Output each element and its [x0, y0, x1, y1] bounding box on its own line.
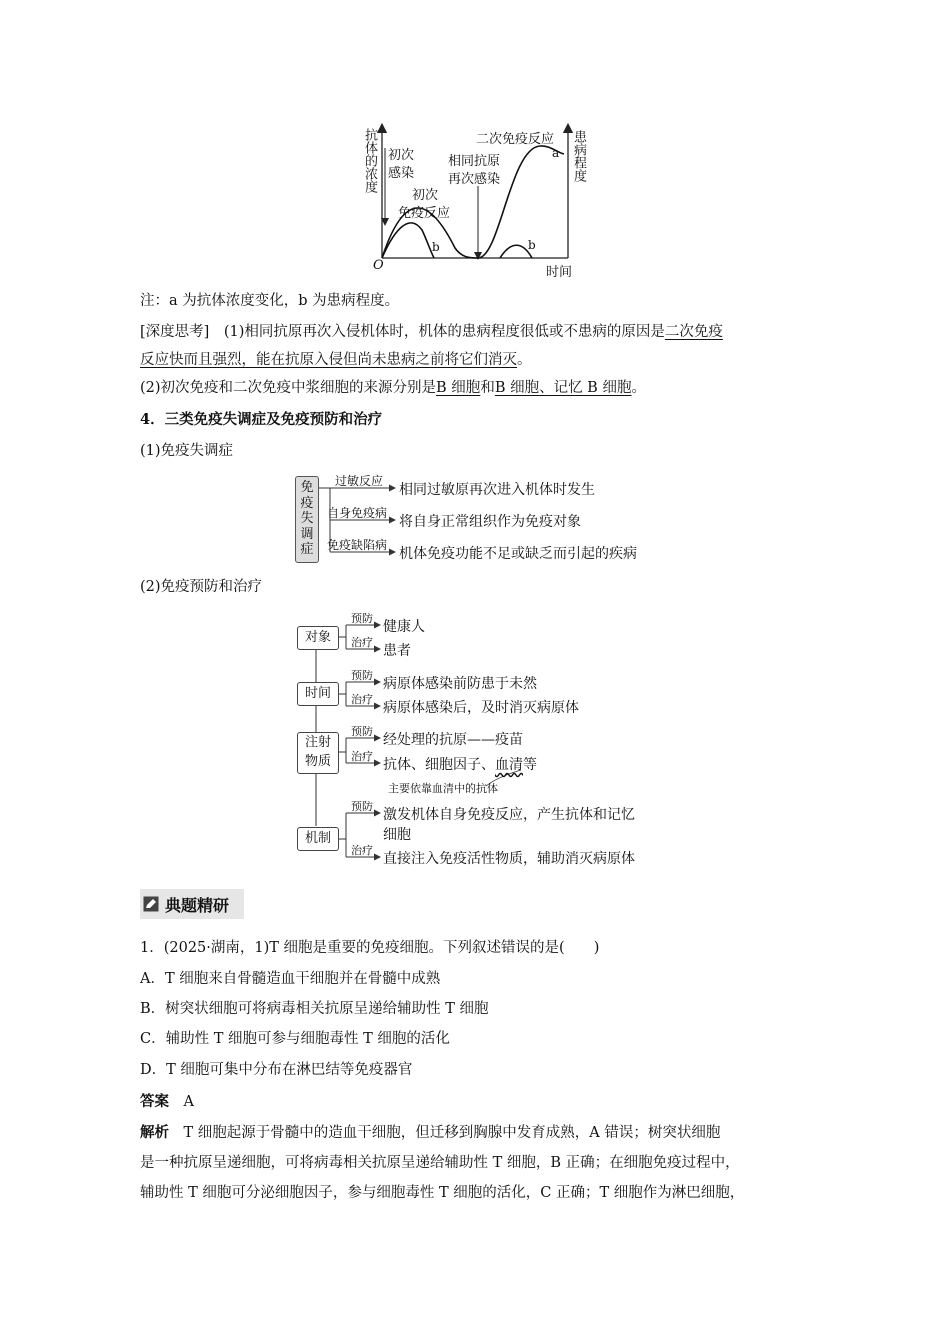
prevention-group-3-name-2: 物质 [304, 754, 331, 769]
first-infection-label-2: 感染 [388, 166, 415, 181]
disorder-type-1: 过敏反应 [335, 474, 384, 488]
group-3-treat [383, 754, 537, 774]
secondary-response-label: 二次免疫反应 [476, 132, 555, 147]
analysis-line-2: 是一种抗原呈递细胞，可将病毒相关抗原呈递给辅助性 T 细胞，B 正确；在细胞免疫过程中， [140, 1155, 740, 1171]
analysis-line-3: 辅助性 T 细胞可分泌细胞因子，参与细胞毒性 T 细胞的活化，C 正确；T 细胞作为淋巴细胞， [140, 1185, 745, 1201]
group-3-treat-prefix: 抗体、细胞因子、 [383, 757, 495, 773]
disorder-desc-2: 将自身正常组织作为免疫对象 [399, 514, 581, 530]
serum-note: 主要依靠血清中的抗体 [388, 782, 498, 795]
group-1-treat: 患者 [383, 643, 411, 659]
first-response-label-2: 免疫反应 [398, 206, 451, 221]
group-1-prevent: 健康人 [383, 619, 425, 635]
section-4-title: 4．三类免疫失调症及免疫预防和治疗 [140, 411, 383, 428]
disorder-type-3: 免疫缺陷病 [327, 538, 388, 552]
x-label: 时间 [546, 265, 573, 280]
label-prevent: 预防 [351, 612, 373, 625]
analysis-text-1: T 细胞起源于骨髓中的造血干细胞，但迁移到胸腺中发育成熟，A 错误；树突状细胞 [183, 1125, 721, 1141]
analysis-line-1 [140, 1123, 720, 1143]
deep-think-q2-end: 。 [631, 380, 646, 396]
disorder-tree [295, 472, 665, 564]
deep-think-q1-answer-1: 二次免疫 [664, 324, 723, 340]
answer-label: 答案 [140, 1093, 169, 1110]
deep-think-q1-end: 。 [517, 352, 532, 368]
disorder-type-2: 自身免疫病 [327, 506, 388, 520]
section-4-sub-1: (1)免疫失调症 [140, 443, 234, 459]
label-prevent: 预防 [351, 800, 373, 813]
prevention-group-3-box [297, 732, 339, 774]
label-b-2: b [528, 238, 536, 252]
deep-think-line-1 [140, 322, 723, 342]
deep-think-q2: (2)初次免疫和二次免疫中浆细胞的来源分别是 [140, 380, 437, 396]
group-2-prevent: 病原体感染前防患于未然 [383, 676, 537, 692]
label-prevent: 预防 [351, 669, 373, 682]
disorder-root-char: 症 [300, 542, 314, 557]
answer-line [140, 1092, 194, 1112]
curve-b-first [382, 223, 434, 258]
deep-think-tag: [深度思考] [140, 324, 210, 340]
group-2-treat: 病原体感染后，及时消灭病原体 [383, 700, 579, 716]
group-3-prevent: 经处理的抗原——疫苗 [383, 732, 523, 748]
deep-think-q1: (1)相同抗原再次入侵机体时，机体的患病程度很低或不患病的原因是 [223, 324, 665, 340]
label-prevent: 预防 [351, 725, 373, 738]
prevention-group-1-box: 对象 [297, 626, 339, 650]
disorder-desc-3: 机体免疫功能不足或缺乏而引起的疾病 [399, 546, 637, 562]
group-3-treat-suffix: 等 [523, 757, 537, 773]
deep-think-line-2 [140, 350, 532, 370]
group-3-treat-serum: 血清 [495, 757, 523, 773]
question-option-a: A．T 细胞来自骨髓造血干细胞并在骨髓中成熟 [140, 971, 441, 987]
section-header-title: 典题精研 [165, 896, 230, 915]
group-4-treat: 直接注入免疫活性物质，辅助消灭病原体 [383, 851, 635, 867]
first-response-label-1: 初次 [412, 188, 439, 203]
analysis-label: 解析 [140, 1124, 169, 1141]
deep-think-line-3 [140, 378, 646, 398]
y-right-label: 患病程度 [571, 130, 586, 182]
label-treat: 治疗 [351, 750, 373, 763]
group-4-prevent-2: 细胞 [383, 827, 411, 843]
deep-think-q2-answer-1: B 细胞 [436, 380, 481, 396]
question-stem: 1．(2025·湖南，1)T 细胞是重要的免疫细胞。下列叙述错误的是( ) [140, 940, 600, 956]
disorder-root-char: 调 [300, 526, 314, 542]
question-option-b: B．树突状细胞可将病毒相关抗原呈递给辅助性 T 细胞 [140, 1001, 489, 1017]
graph-note: 注：a 为抗体浓度变化，b 为患病程度。 [140, 293, 400, 309]
group-4-prevent-1: 激发机体自身免疫反应，产生抗体和记忆 [383, 807, 635, 823]
origin-label: O [373, 258, 384, 273]
disorder-root-char: 疫 [300, 495, 314, 511]
disorder-root-char: 失 [300, 511, 314, 526]
disorder-root-char: 免 [300, 480, 314, 495]
reinfection-label-2: 再次感染 [448, 172, 501, 187]
disorder-desc-1: 相同过敏原再次进入机体时发生 [399, 482, 595, 498]
label-a: a [552, 146, 560, 160]
y-left-label: 抗体的浓度 [362, 128, 377, 193]
prevention-tree [296, 608, 656, 870]
deep-think-q2-mid: 和 [480, 380, 495, 396]
immune-response-graph [360, 118, 600, 283]
deep-think-q2-answer-2: B 细胞、记忆 B 细胞 [494, 380, 632, 396]
question-option-d: D．T 细胞可集中分布在淋巴结等免疫器官 [140, 1062, 413, 1078]
label-treat: 治疗 [351, 844, 373, 857]
prevention-group-3-name-1: 注射 [304, 735, 331, 750]
answer-value: A [183, 1094, 194, 1110]
deep-think-q1-answer-2: 反应快而且强烈，能在抗原入侵但尚未患病之前将它们消灭 [140, 352, 517, 368]
label-treat: 治疗 [351, 636, 373, 649]
section-4-sub-2: (2)免疫预防和治疗 [140, 579, 263, 595]
prevention-group-4-box: 机制 [297, 827, 339, 851]
label-b-1: b [432, 240, 440, 254]
first-infection-label-1: 初次 [388, 148, 415, 163]
label-treat: 治疗 [351, 693, 373, 706]
question-option-c: C．辅助性 T 细胞可参与细胞毒性 T 细胞的活化 [140, 1031, 450, 1047]
prevention-group-2-box: 时间 [297, 682, 339, 706]
reinfection-label-1: 相同抗原 [448, 154, 501, 169]
pencil-icon [143, 896, 159, 912]
